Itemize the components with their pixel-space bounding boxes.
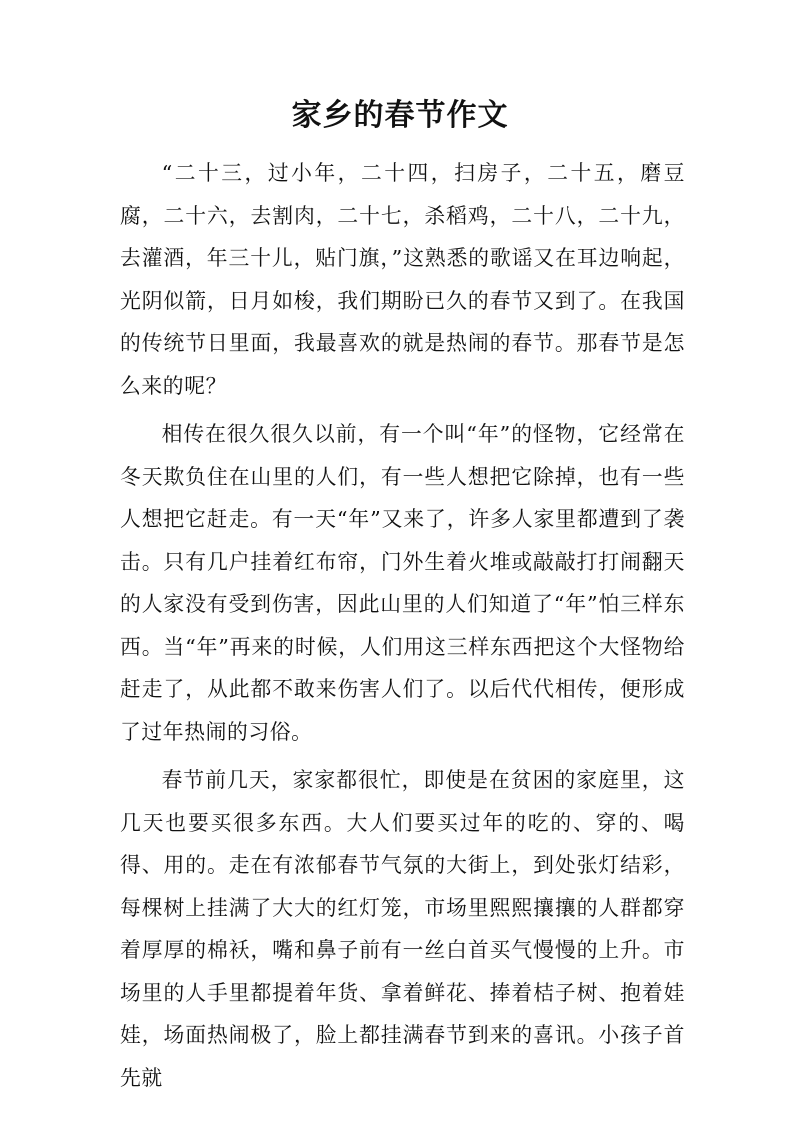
document-body: [120, 152, 685, 1105]
document-title: 家乡的春节作文: [291, 98, 509, 133]
paragraph-2: 相传在很久很久以前，有一个叫“年”的怪物，它经常在冬天欺负住在山里的人们，有一些人想把它除掉，也有一些人想把它赶走。有一天“年”又来了，许多人家里都遭到了袭击。只有几户挂着红布帘，门外生着火堆或敲敲打打闹翻天的人家没有受到伤害，因此山里的人们知道了“年”怕三样东西。当“年”再来的时候，人们用这三样东西把这个大怪物给赶走了，从此都不敢来伤害人们了。以后代代相传，便形成了过年热闹的习俗。: [120, 422, 685, 744]
paragraph-1: “二十三，过小年，二十四，扫房子，二十五，磨豆腐，二十六，去割肉，二十七，杀稻鸡，二十八，二十九，去灌酒，年三十儿，贴门旗，”这熟悉的歌谣又在耳边响起，光阴似箭，日月如梭，我们期盼已久的春节又到了。在我国的传统节日里面，我最喜欢的就是热闹的春节。那春节是怎么来的呢？: [120, 161, 685, 398]
paragraph-3: 春节前几天，家家都很忙，即使是在贫困的家庭里，这几天也要买很多东西。大人们要买过年的吃的、穿的、喝得、用的。走在有浓郁春节气氛的大街上，到处张灯结彩，每棵树上挂满了大大的红灯笼，市场里熙熙攘攘的人群都穿着厚厚的棉袄，嘴和鼻子前有一丝白首买气慢慢的上升。市场里的人手里都提着年货、拿着鲜花、捧着桔子树、抱着娃娃，场面热闹极了，脸上都挂满春节到来的喜讯。小孩子首先就: [120, 768, 685, 1090]
